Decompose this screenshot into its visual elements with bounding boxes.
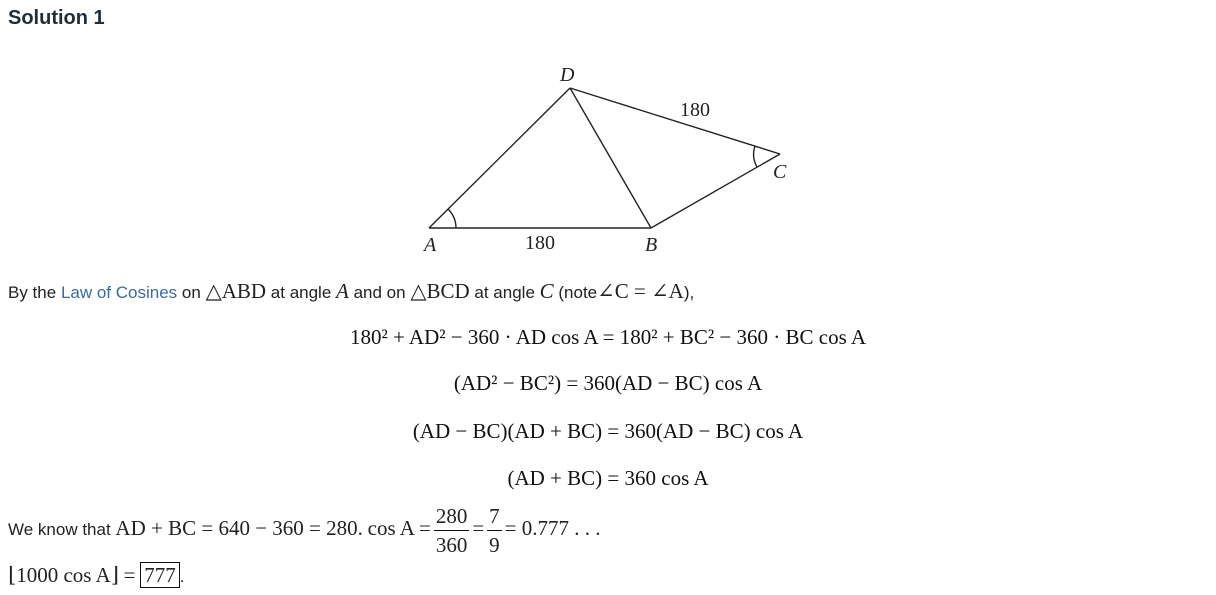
side-ab-length: 180 [525, 232, 555, 254]
vertex-c-label: C [773, 161, 787, 183]
equation-2: (AD² − BC²) = 360(AD − BC) cos A [453, 371, 763, 395]
fraction-280-360 [434, 502, 470, 559]
quadrilateral-diagram [405, 55, 805, 265]
intro-at-angle-1: at angle [270, 283, 332, 302]
intro-by-the: By the [8, 283, 57, 302]
fraction-280-numerator: 280 [434, 502, 470, 531]
angle-c-symbol: C [539, 279, 554, 303]
angle-a-arc [448, 209, 456, 228]
intro-sentence [8, 279, 694, 305]
side-ad [429, 88, 570, 228]
side-dc [570, 88, 780, 154]
cos-label: cos A = [367, 516, 431, 540]
note-equation: ∠C = ∠A [597, 279, 684, 303]
equation-4: (AD + BC) = 360 cos A [507, 466, 709, 490]
side-dc-length: 180 [680, 99, 710, 121]
equation-1: 180² + AD² − 360 · AD cos A = 180² + BC² − 360 · BC cos A [349, 325, 867, 349]
side-bc [651, 154, 780, 228]
vertex-b-label: B [645, 234, 658, 256]
final-period: . [179, 567, 185, 586]
final-answer-line [8, 563, 184, 589]
solution-heading: Solution 1 [8, 7, 105, 29]
fraction-360-denominator: 360 [435, 533, 468, 558]
equals-sign: = [472, 516, 485, 540]
intro-on: on [181, 283, 201, 302]
equation-3: (AD − BC)(AD + BC) = 360(AD − BC) cos A [412, 419, 804, 443]
triangle-abd: △ABD [205, 279, 267, 303]
known-sum-line [8, 498, 601, 560]
triangle-bcd: △BCD [410, 279, 470, 303]
fraction-9-denominator: 9 [489, 533, 500, 558]
floor-expression: ⌊1000 cos A⌋ [8, 563, 119, 587]
law-of-cosines-link[interactable]: Law of Cosines [60, 283, 178, 302]
fraction-7-numerator: 7 [487, 502, 502, 531]
cos-result: = 0.777 . . . [504, 516, 601, 540]
final-equals: = [123, 563, 136, 587]
intro-and-on: and on [353, 283, 406, 302]
vertex-d-label: D [560, 64, 575, 86]
vertex-a-label: A [424, 234, 437, 256]
sum-expression: AD + BC = 640 − 360 = 280. [115, 516, 363, 540]
know-prefix: We know that [8, 520, 111, 539]
boxed-answer: 777 [140, 562, 180, 588]
intro-at-angle-2: at angle [474, 283, 535, 302]
note-open: (note [558, 283, 598, 302]
angle-a-symbol: A [336, 279, 349, 303]
fraction-7-9 [487, 502, 502, 559]
note-close: ), [683, 283, 695, 302]
angle-c-arc [754, 146, 757, 167]
